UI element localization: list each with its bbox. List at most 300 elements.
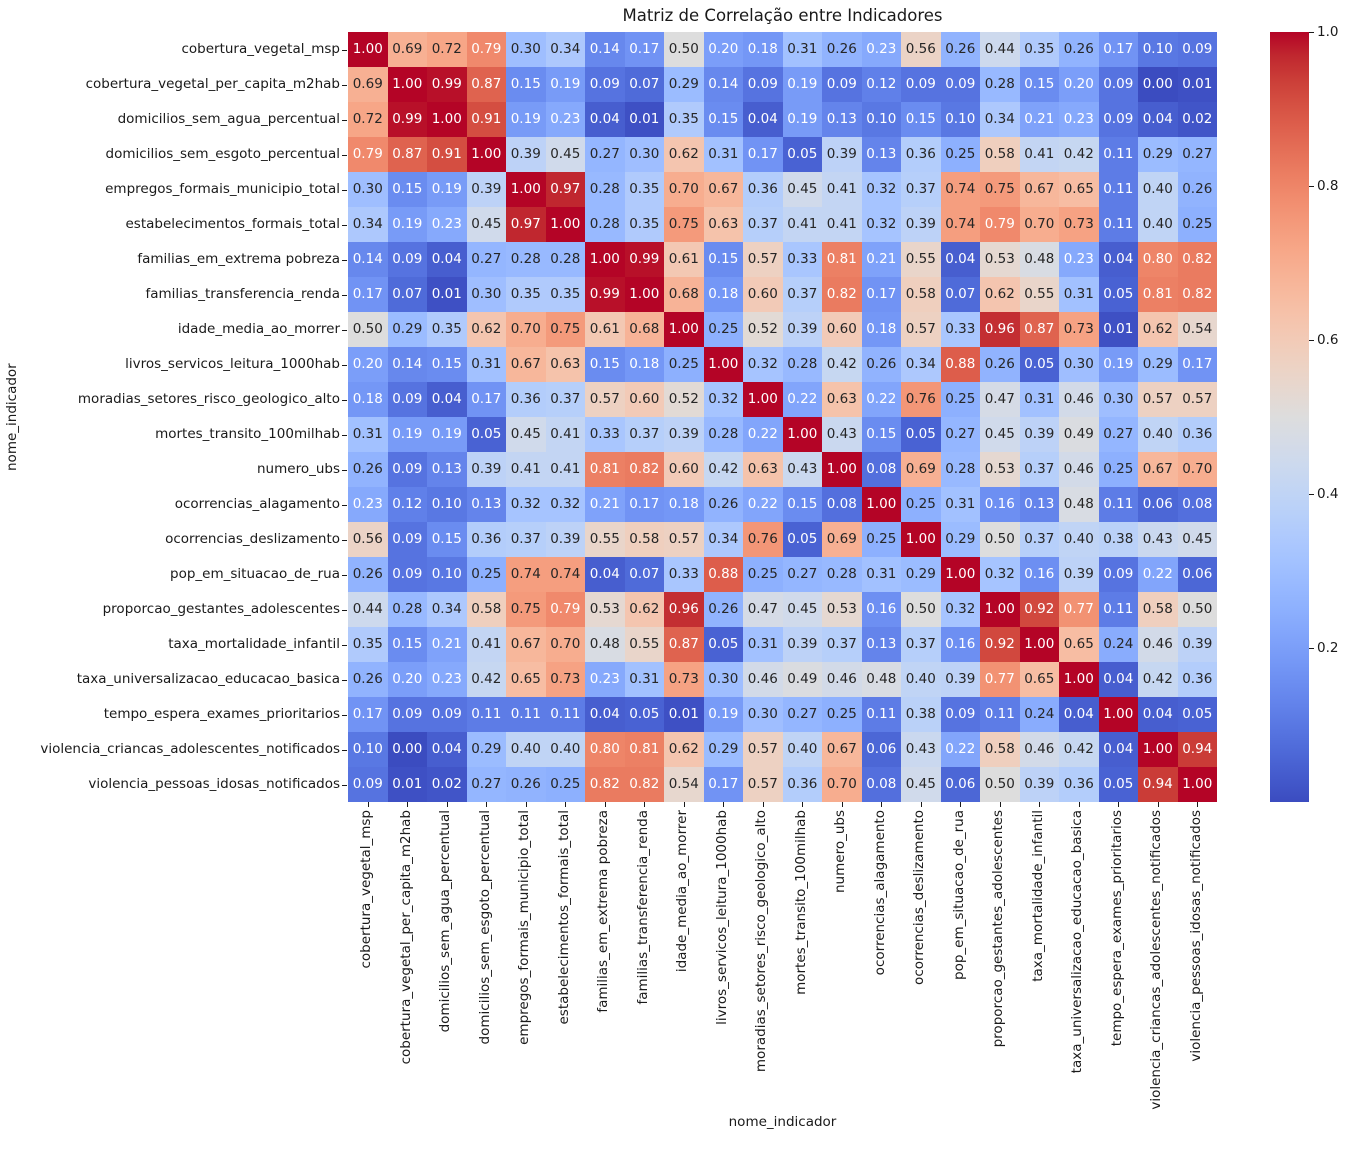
heatmap-cell: 0.11 bbox=[546, 697, 586, 732]
heatmap-cell: 0.62 bbox=[664, 732, 704, 767]
heatmap-cell: 0.45 bbox=[783, 172, 823, 207]
heatmap-cell: 0.68 bbox=[664, 277, 704, 312]
heatmap-cell: 0.55 bbox=[1020, 277, 1060, 312]
heatmap-cell: 0.23 bbox=[427, 662, 467, 697]
heatmap-cell: 0.15 bbox=[901, 102, 941, 137]
heatmap-cell: 0.40 bbox=[506, 732, 546, 767]
heatmap-cell: 0.48 bbox=[1059, 487, 1099, 522]
y-tick-mark bbox=[342, 575, 347, 576]
heatmap-cell: 0.20 bbox=[1059, 67, 1099, 102]
heatmap-cell: 0.13 bbox=[822, 102, 862, 137]
heatmap-cell: 0.35 bbox=[546, 277, 586, 312]
heatmap-cell: 1.00 bbox=[427, 102, 467, 137]
heatmap-cell: 0.87 bbox=[1020, 312, 1060, 347]
heatmap-cell: 0.09 bbox=[941, 67, 981, 102]
heatmap-cell: 0.31 bbox=[704, 137, 744, 172]
heatmap-cell: 0.35 bbox=[506, 277, 546, 312]
heatmap-cell: 0.30 bbox=[467, 277, 507, 312]
x-tick-label: cobertura_vegetal_per_capita_m2hab bbox=[397, 810, 414, 1065]
heatmap-cell: 0.20 bbox=[388, 662, 428, 697]
heatmap-cell: 0.42 bbox=[822, 347, 862, 382]
heatmap-cell: 0.21 bbox=[1020, 102, 1060, 137]
heatmap-cell: 0.36 bbox=[743, 172, 783, 207]
heatmap-cell: 0.72 bbox=[348, 102, 388, 137]
x-tick-label: tempo_espera_exames_prioritarios bbox=[1108, 810, 1125, 1047]
heatmap-cell: 0.33 bbox=[664, 557, 704, 592]
heatmap-cell: 0.16 bbox=[862, 592, 902, 627]
heatmap-cell: 0.37 bbox=[546, 382, 586, 417]
heatmap-cell: 0.38 bbox=[1099, 522, 1139, 557]
heatmap-cell: 0.99 bbox=[388, 102, 428, 137]
x-tick-mark bbox=[1158, 802, 1159, 807]
heatmap-cell: 0.99 bbox=[585, 277, 625, 312]
heatmap-cell: 0.39 bbox=[467, 172, 507, 207]
heatmap-cell: 0.24 bbox=[1099, 627, 1139, 662]
heatmap-cell: 0.37 bbox=[506, 522, 546, 557]
heatmap-cell: 0.23 bbox=[585, 662, 625, 697]
heatmap-cell: 0.27 bbox=[941, 417, 981, 452]
heatmap-cell: 0.04 bbox=[585, 697, 625, 732]
heatmap-cell: 1.00 bbox=[941, 557, 981, 592]
heatmap-cell: 0.92 bbox=[980, 627, 1020, 662]
y-tick-mark bbox=[342, 750, 347, 751]
heatmap-cell: 0.57 bbox=[743, 767, 783, 802]
heatmap-cell: 0.58 bbox=[901, 277, 941, 312]
heatmap-cell: 0.05 bbox=[625, 697, 665, 732]
x-tick-label: domicilios_sem_esgoto_percentual bbox=[476, 810, 493, 1045]
heatmap-cell: 0.19 bbox=[506, 102, 546, 137]
heatmap-cell: 0.74 bbox=[941, 207, 981, 242]
heatmap-cell: 0.15 bbox=[1020, 67, 1060, 102]
heatmap-cell: 0.19 bbox=[388, 417, 428, 452]
heatmap-cell: 0.06 bbox=[862, 732, 902, 767]
x-tick-mark bbox=[486, 802, 487, 807]
heatmap-cell: 0.46 bbox=[1059, 382, 1099, 417]
colorbar-tick-mark bbox=[1309, 648, 1314, 649]
heatmap-cell: 0.73 bbox=[1059, 312, 1099, 347]
heatmap-cell: 0.39 bbox=[1020, 417, 1060, 452]
heatmap-cell: 0.62 bbox=[1138, 312, 1178, 347]
heatmap-cell: 0.48 bbox=[585, 627, 625, 662]
heatmap-cell: 0.41 bbox=[783, 207, 823, 242]
heatmap-cell: 0.60 bbox=[743, 277, 783, 312]
heatmap-cell: 1.00 bbox=[546, 207, 586, 242]
heatmap-cell: 0.27 bbox=[783, 697, 823, 732]
y-tick-mark bbox=[342, 470, 347, 471]
y-tick-mark bbox=[342, 610, 347, 611]
heatmap-cell: 0.39 bbox=[822, 137, 862, 172]
heatmap-cell: 0.01 bbox=[625, 102, 665, 137]
heatmap-cell: 0.22 bbox=[1138, 557, 1178, 592]
heatmap-cell: 0.76 bbox=[901, 382, 941, 417]
heatmap-cell: 0.67 bbox=[506, 627, 546, 662]
heatmap-cell: 0.82 bbox=[1178, 277, 1218, 312]
x-tick-mark bbox=[842, 802, 843, 807]
heatmap-cell: 0.26 bbox=[1178, 172, 1218, 207]
y-tick-label: livros_servicos_leitura_1000hab bbox=[125, 356, 340, 372]
heatmap-cell: 0.04 bbox=[941, 242, 981, 277]
heatmap-cell: 0.09 bbox=[901, 67, 941, 102]
heatmap-cell: 0.56 bbox=[901, 32, 941, 67]
heatmap-cell: 0.32 bbox=[546, 487, 586, 522]
heatmap-cell: 0.65 bbox=[1059, 627, 1099, 662]
heatmap-cell: 0.09 bbox=[1178, 32, 1218, 67]
heatmap-cell: 0.11 bbox=[980, 697, 1020, 732]
heatmap-cell: 0.09 bbox=[1099, 67, 1139, 102]
heatmap-cell: 0.17 bbox=[704, 767, 744, 802]
heatmap-cell: 0.14 bbox=[585, 32, 625, 67]
heatmap-cell: 0.30 bbox=[625, 137, 665, 172]
heatmap-cell: 0.32 bbox=[980, 557, 1020, 592]
heatmap-cell: 0.80 bbox=[1138, 242, 1178, 277]
heatmap-cell: 0.17 bbox=[1178, 347, 1218, 382]
heatmap-cell: 1.00 bbox=[862, 487, 902, 522]
heatmap-cell: 0.70 bbox=[822, 767, 862, 802]
heatmap-cell: 0.40 bbox=[1138, 417, 1178, 452]
heatmap-cell: 0.09 bbox=[388, 242, 428, 277]
heatmap-cell: 0.14 bbox=[348, 242, 388, 277]
heatmap-cell: 0.49 bbox=[783, 662, 823, 697]
heatmap-cell: 0.15 bbox=[506, 67, 546, 102]
heatmap-cell: 0.15 bbox=[783, 487, 823, 522]
heatmap-cell: 0.00 bbox=[1138, 67, 1178, 102]
heatmap-cell: 0.82 bbox=[585, 767, 625, 802]
heatmap-cell: 0.25 bbox=[901, 487, 941, 522]
heatmap-cell: 0.28 bbox=[822, 557, 862, 592]
heatmap-cell: 0.25 bbox=[862, 522, 902, 557]
heatmap-cell: 0.23 bbox=[348, 487, 388, 522]
heatmap-cell: 0.31 bbox=[783, 32, 823, 67]
heatmap-cell: 0.48 bbox=[862, 662, 902, 697]
y-tick-label: pop_em_situacao_de_rua bbox=[170, 566, 340, 582]
heatmap-cell: 0.65 bbox=[1059, 172, 1099, 207]
heatmap-cell: 0.42 bbox=[704, 452, 744, 487]
heatmap-cell: 1.00 bbox=[664, 312, 704, 347]
heatmap-cell: 0.36 bbox=[783, 767, 823, 802]
heatmap-cell: 0.23 bbox=[862, 32, 902, 67]
heatmap-cell: 0.99 bbox=[427, 67, 467, 102]
heatmap-cell: 0.70 bbox=[1020, 207, 1060, 242]
heatmap-cell: 0.37 bbox=[1020, 452, 1060, 487]
x-tick-mark bbox=[1197, 802, 1198, 807]
heatmap-cell: 0.13 bbox=[862, 627, 902, 662]
heatmap-cell: 0.09 bbox=[427, 697, 467, 732]
heatmap-cell: 0.28 bbox=[941, 452, 981, 487]
heatmap-cell: 0.29 bbox=[664, 67, 704, 102]
heatmap-cell: 0.87 bbox=[664, 627, 704, 662]
heatmap-cell: 0.69 bbox=[901, 452, 941, 487]
heatmap-cell: 0.21 bbox=[585, 487, 625, 522]
heatmap-cell: 0.23 bbox=[1059, 242, 1099, 277]
x-tick-mark bbox=[802, 802, 803, 807]
heatmap-cell: 0.50 bbox=[348, 312, 388, 347]
heatmap-cell: 0.11 bbox=[1099, 592, 1139, 627]
heatmap-cell: 0.38 bbox=[901, 697, 941, 732]
heatmap-cell: 0.87 bbox=[467, 67, 507, 102]
heatmap-cell: 0.40 bbox=[546, 732, 586, 767]
heatmap-cell: 0.28 bbox=[585, 172, 625, 207]
x-tick-label: violencia_criancas_adolescentes_notificados bbox=[1148, 810, 1165, 1110]
heatmap-cell: 0.43 bbox=[822, 417, 862, 452]
heatmap-cell: 0.09 bbox=[743, 67, 783, 102]
heatmap-cell: 0.41 bbox=[822, 172, 862, 207]
x-tick-label: ocorrencias_deslizamento bbox=[911, 810, 928, 985]
heatmap-cell: 0.26 bbox=[822, 32, 862, 67]
x-tick-label: livros_servicos_leitura_1000hab bbox=[713, 810, 730, 1025]
y-tick-label: taxa_mortalidade_infantil bbox=[168, 636, 340, 652]
heatmap-cell: 0.26 bbox=[1059, 32, 1099, 67]
x-tick-label: familias_em_extrema pobreza bbox=[595, 810, 612, 1013]
heatmap-cell: 0.72 bbox=[427, 32, 467, 67]
heatmap-cell: 0.08 bbox=[862, 452, 902, 487]
heatmap-cell: 0.43 bbox=[901, 732, 941, 767]
heatmap-cell: 0.45 bbox=[1178, 522, 1218, 557]
heatmap-cell: 0.18 bbox=[743, 32, 783, 67]
y-tick-label: proporcao_gestantes_adolescentes bbox=[102, 601, 340, 617]
heatmap-cell: 0.25 bbox=[704, 312, 744, 347]
heatmap-cell: 0.35 bbox=[1020, 32, 1060, 67]
heatmap-cell: 0.57 bbox=[743, 242, 783, 277]
heatmap-cell: 0.55 bbox=[901, 242, 941, 277]
heatmap-cell: 0.09 bbox=[1099, 102, 1139, 137]
heatmap-cell: 0.67 bbox=[1138, 452, 1178, 487]
heatmap-cell: 0.13 bbox=[467, 487, 507, 522]
heatmap-cell: 0.58 bbox=[625, 522, 665, 557]
heatmap-cell: 0.54 bbox=[1178, 312, 1218, 347]
y-tick-mark bbox=[342, 295, 347, 296]
y-tick-mark bbox=[342, 365, 347, 366]
heatmap-cell: 0.04 bbox=[1138, 102, 1178, 137]
heatmap-cell: 0.36 bbox=[1059, 767, 1099, 802]
heatmap-cell: 0.73 bbox=[664, 662, 704, 697]
y-tick-label: violencia_pessoas_idosas_notificados bbox=[88, 776, 340, 792]
heatmap-cell: 0.23 bbox=[546, 102, 586, 137]
heatmap-cell: 0.46 bbox=[1138, 627, 1178, 662]
heatmap-cell: 0.73 bbox=[546, 662, 586, 697]
heatmap-cell: 0.25 bbox=[941, 137, 981, 172]
y-tick-mark bbox=[342, 260, 347, 261]
colorbar-tick-label: 1.0 bbox=[1317, 24, 1339, 40]
x-tick-mark bbox=[684, 802, 685, 807]
heatmap-cell: 0.09 bbox=[941, 697, 981, 732]
heatmap-cell: 0.05 bbox=[783, 522, 823, 557]
y-axis-label: nome_indicador bbox=[4, 363, 20, 471]
heatmap-cell: 0.29 bbox=[467, 732, 507, 767]
y-tick-mark bbox=[342, 225, 347, 226]
heatmap-cell: 0.31 bbox=[1020, 382, 1060, 417]
heatmap-cell: 0.28 bbox=[388, 592, 428, 627]
heatmap-cell: 0.44 bbox=[980, 32, 1020, 67]
heatmap-cell: 0.09 bbox=[388, 382, 428, 417]
heatmap-cell: 0.16 bbox=[941, 627, 981, 662]
x-tick-mark bbox=[1039, 802, 1040, 807]
heatmap-cell: 0.17 bbox=[467, 382, 507, 417]
heatmap-cell: 0.31 bbox=[743, 627, 783, 662]
heatmap-cell: 0.34 bbox=[348, 207, 388, 242]
heatmap-cell: 0.22 bbox=[941, 732, 981, 767]
heatmap-cell: 0.28 bbox=[704, 417, 744, 452]
heatmap-cell: 0.06 bbox=[1178, 557, 1218, 592]
heatmap-cell: 0.25 bbox=[743, 557, 783, 592]
heatmap-cell: 0.22 bbox=[743, 487, 783, 522]
heatmap-cell: 0.94 bbox=[1178, 732, 1218, 767]
heatmap-cell: 0.30 bbox=[1099, 382, 1139, 417]
heatmap-cell: 0.91 bbox=[427, 137, 467, 172]
heatmap-cell: 0.58 bbox=[980, 732, 1020, 767]
heatmap-cell: 1.00 bbox=[388, 67, 428, 102]
y-tick-mark bbox=[342, 715, 347, 716]
y-tick-label: domicilios_sem_esgoto_percentual bbox=[105, 146, 340, 162]
heatmap-cell: 0.01 bbox=[388, 767, 428, 802]
x-tick-label: pop_em_situacao_de_rua bbox=[950, 810, 967, 980]
heatmap-cell: 0.10 bbox=[862, 102, 902, 137]
colorbar-tick-label: 0.8 bbox=[1317, 178, 1339, 194]
heatmap-cell: 0.29 bbox=[941, 522, 981, 557]
y-tick-mark bbox=[342, 435, 347, 436]
heatmap-cell: 0.52 bbox=[664, 382, 704, 417]
heatmap-cell: 0.46 bbox=[822, 662, 862, 697]
heatmap-cell: 0.22 bbox=[783, 382, 823, 417]
heatmap-cell: 0.30 bbox=[348, 172, 388, 207]
heatmap-cell: 0.04 bbox=[743, 102, 783, 137]
heatmap-cell: 0.49 bbox=[1059, 417, 1099, 452]
heatmap-cell: 0.19 bbox=[1099, 347, 1139, 382]
y-tick-label: ocorrencias_deslizamento bbox=[165, 531, 340, 547]
x-tick-mark bbox=[763, 802, 764, 807]
heatmap-cell: 0.39 bbox=[901, 207, 941, 242]
heatmap-cell: 0.11 bbox=[1099, 172, 1139, 207]
heatmap-cell: 0.69 bbox=[822, 522, 862, 557]
heatmap-cell: 0.25 bbox=[941, 382, 981, 417]
heatmap-cell: 1.00 bbox=[625, 277, 665, 312]
heatmap-cell: 0.92 bbox=[1020, 592, 1060, 627]
heatmap-cell: 0.17 bbox=[625, 32, 665, 67]
heatmap-cell: 0.42 bbox=[467, 662, 507, 697]
heatmap-cell: 0.11 bbox=[862, 697, 902, 732]
heatmap-cell: 0.75 bbox=[546, 312, 586, 347]
heatmap-cell: 0.36 bbox=[1178, 662, 1218, 697]
x-tick-label: violencia_pessoas_idosas_notificados bbox=[1187, 810, 1204, 1062]
heatmap-cell: 0.39 bbox=[783, 627, 823, 662]
heatmap-cell: 1.00 bbox=[704, 347, 744, 382]
x-axis-label: nome_indicador bbox=[728, 1114, 837, 1130]
heatmap-cell: 0.19 bbox=[427, 172, 467, 207]
heatmap-cell: 0.37 bbox=[743, 207, 783, 242]
y-tick-label: idade_media_ao_morrer bbox=[177, 321, 340, 337]
heatmap-cell: 0.29 bbox=[1138, 137, 1178, 172]
y-tick-mark bbox=[342, 505, 347, 506]
heatmap-cell: 0.18 bbox=[704, 277, 744, 312]
heatmap-cell: 0.81 bbox=[822, 242, 862, 277]
heatmap-cell: 0.04 bbox=[1099, 662, 1139, 697]
heatmap-cell: 0.63 bbox=[704, 207, 744, 242]
heatmap-cell: 0.47 bbox=[743, 592, 783, 627]
heatmap-cell: 0.41 bbox=[546, 417, 586, 452]
heatmap-cell: 0.10 bbox=[348, 732, 388, 767]
y-tick-mark bbox=[342, 645, 347, 646]
heatmap-cell: 0.35 bbox=[664, 102, 704, 137]
heatmap-cell: 0.19 bbox=[783, 102, 823, 137]
y-tick-label: tempo_espera_exames_prioritarios bbox=[103, 706, 340, 722]
heatmap-cell: 0.05 bbox=[1099, 767, 1139, 802]
heatmap-cell: 0.82 bbox=[1178, 242, 1218, 277]
heatmap-cell: 0.20 bbox=[704, 32, 744, 67]
y-tick-label: familias_transferencia_renda bbox=[145, 286, 340, 302]
heatmap-cell: 0.40 bbox=[901, 662, 941, 697]
heatmap-cell: 0.08 bbox=[822, 487, 862, 522]
heatmap-cell: 0.19 bbox=[704, 697, 744, 732]
heatmap-cell: 0.06 bbox=[1138, 487, 1178, 522]
heatmap-cell: 0.76 bbox=[743, 522, 783, 557]
heatmap-cell: 0.60 bbox=[664, 452, 704, 487]
heatmap-cell: 0.07 bbox=[625, 557, 665, 592]
heatmap-cell: 0.67 bbox=[822, 732, 862, 767]
heatmap-cell: 0.77 bbox=[980, 662, 1020, 697]
heatmap-cell: 0.31 bbox=[941, 487, 981, 522]
heatmap-cell: 0.15 bbox=[585, 347, 625, 382]
heatmap-cell: 0.69 bbox=[348, 67, 388, 102]
heatmap-cell: 0.00 bbox=[388, 732, 428, 767]
colorbar-tick-label: 0.4 bbox=[1317, 486, 1339, 502]
heatmap-cell: 0.09 bbox=[1099, 557, 1139, 592]
heatmap-cell: 0.45 bbox=[901, 767, 941, 802]
heatmap-cell: 0.29 bbox=[704, 732, 744, 767]
y-tick-label: cobertura_vegetal_per_capita_m2hab bbox=[85, 76, 340, 92]
x-tick-mark bbox=[921, 802, 922, 807]
x-tick-label: numero_ubs bbox=[832, 810, 849, 893]
heatmap-cell: 0.57 bbox=[743, 732, 783, 767]
heatmap-cell: 0.22 bbox=[743, 417, 783, 452]
heatmap-cell: 0.63 bbox=[822, 382, 862, 417]
heatmap-cell: 0.81 bbox=[1138, 277, 1178, 312]
heatmap-cell: 0.04 bbox=[1059, 697, 1099, 732]
y-tick-mark bbox=[342, 85, 347, 86]
x-tick-label: proporcao_gestantes_adolescentes bbox=[990, 810, 1007, 1048]
heatmap-cell: 0.34 bbox=[901, 347, 941, 382]
heatmap-cell: 0.26 bbox=[506, 767, 546, 802]
heatmap-cell: 0.36 bbox=[506, 382, 546, 417]
x-tick-label: mortes_transito_100milhab bbox=[792, 810, 809, 995]
heatmap-cell: 0.39 bbox=[506, 137, 546, 172]
y-tick-label: familias_em_extrema pobreza bbox=[137, 251, 340, 267]
heatmap-cell: 0.74 bbox=[506, 557, 546, 592]
heatmap-cell: 0.30 bbox=[743, 697, 783, 732]
heatmap-cell: 0.08 bbox=[1178, 487, 1218, 522]
heatmap-cell: 0.27 bbox=[1178, 137, 1218, 172]
heatmap-cell: 0.36 bbox=[1178, 417, 1218, 452]
heatmap-cell: 0.19 bbox=[427, 417, 467, 452]
heatmap-cell: 0.27 bbox=[585, 137, 625, 172]
heatmap-cell: 0.34 bbox=[704, 522, 744, 557]
heatmap-cell: 1.00 bbox=[783, 417, 823, 452]
heatmap-cell: 0.40 bbox=[1138, 207, 1178, 242]
heatmap-cell: 0.31 bbox=[348, 417, 388, 452]
heatmap-cell: 0.26 bbox=[862, 347, 902, 382]
heatmap-cell: 0.30 bbox=[506, 32, 546, 67]
heatmap-cell: 0.18 bbox=[348, 382, 388, 417]
heatmap-cell: 0.17 bbox=[743, 137, 783, 172]
heatmap-cell: 0.46 bbox=[1059, 452, 1099, 487]
heatmap-cell: 0.29 bbox=[1138, 347, 1178, 382]
heatmap-cell: 1.00 bbox=[1020, 627, 1060, 662]
chart-title: Matriz de Correlação entre Indicadores bbox=[622, 6, 943, 25]
x-tick-mark bbox=[1000, 802, 1001, 807]
x-tick-label: idade_media_ao_morrer bbox=[674, 810, 691, 973]
heatmap-cell: 0.12 bbox=[862, 67, 902, 102]
heatmap-cell: 0.26 bbox=[348, 557, 388, 592]
y-tick-mark bbox=[342, 680, 347, 681]
heatmap-cell: 0.82 bbox=[625, 767, 665, 802]
